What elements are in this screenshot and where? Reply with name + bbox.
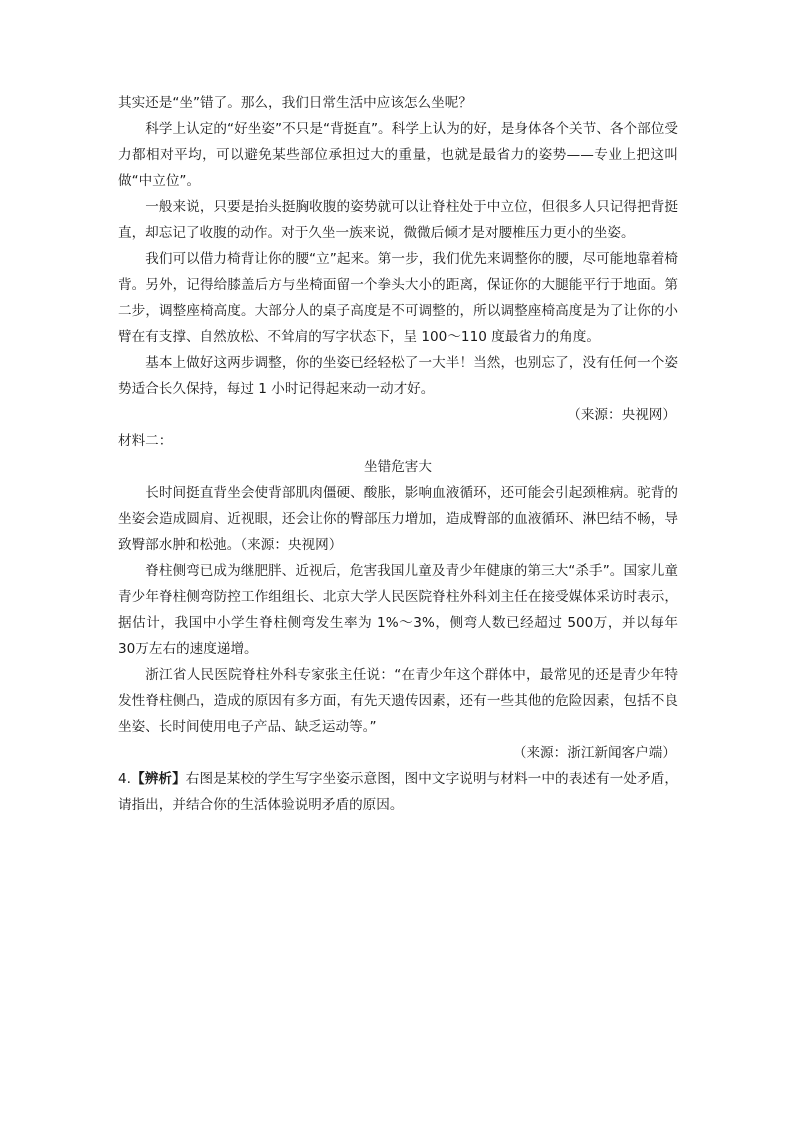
material2-title: 坐错危害大 xyxy=(364,459,432,475)
question-4-text: 右图是某校的学生写字坐姿示意图，图中文字说明与材料一中的表述有一处矛盾，请指出，并结合你的生活体验说明矛盾的原因。 xyxy=(118,771,679,813)
material1-paragraph-3: 我们可以借力椅背让你的腰“立”起来。第一步，我们优先来调整你的腰，尽可能地靠着椅背。另外，记得给膝盖后方与坐椅面留一个拳头大小的距离，保证你的大腿能平行于地面。第二步，调整座椅高度。大部分人的桌子高度是不可调整的，所以调整座椅高度是为了让你的小臂在有支撑、自然放松、不耸肩的写字状态下，呈 100～110 度最省力的角度。 xyxy=(118,251,678,345)
material2-paragraph-3: 浙江省人民医院脊柱外科专家张主任说：“在青少年这个群体中，最常见的还是青少年特发性脊柱侧凸，造成的原因有多方面，有先天遗传因素，还有一些其他的危险因素，包括不良坐姿、长时间使用电子产品、缺乏运动等。” xyxy=(118,667,678,735)
material1-paragraph-1: 科学上认定的“好坐姿”不只是“背挺直”。科学上认为的好，是身体各个关节、各个部位受力都相对平均，可以避免某些部位承担过大的重量，也就是最省力的姿势——专业上把这叫做“中立位”。 xyxy=(118,121,678,189)
question-4-number: 4. xyxy=(118,771,131,787)
material2-paragraph-1: 长时间挺直背坐会使背部肌肉僵硬、酸胀，影响血液循环，还可能会引起颈椎病。驼背的坐姿会造成圆肩、近视眼，还会让你的臀部压力增加，造成臀部的血液循环、淋巴结不畅，导致臀部水肿和松弛。（来源：央视网） xyxy=(118,485,678,553)
material1-paragraph-4: 基本上做好这两步调整，你的坐姿已经轻松了一大半！当然，也别忘了，没有任何一个姿势适合长久保持，每过 1 小时记得起来动一动才好。 xyxy=(118,355,678,397)
material1-paragraph-2: 一般来说，只要是抬头挺胸收腹的姿势就可以让脊柱处于中立位，但很多人只记得把背挺直，却忘记了收腹的动作。对于久坐一族来说，微微后倾才是对腰椎压力更小的坐姿。 xyxy=(118,199,678,241)
material2-label: 材料二： xyxy=(118,433,173,449)
document-page xyxy=(118,90,678,818)
question-4-tag: 【辨析】 xyxy=(130,771,186,787)
material2-paragraph-2: 脊柱侧弯已成为继肥胖、近视后，危害我国儿童及青少年健康的第三大“杀手”。国家儿童青少年脊柱侧弯防控工作组组长、北京大学人民医院脊柱外科刘主任在接受媒体采访时表示，据估计，我国中小学生脊柱侧弯发生率为 1%～3%，侧弯人数已经超过 500万，并以每年 30万左右的速度递增。 xyxy=(118,563,678,657)
material1-paragraph-0: 其实还是“坐”错了。那么，我们日常生活中应该怎么坐呢？ xyxy=(118,95,472,111)
material1-source: （来源：央视网） xyxy=(567,407,676,423)
question-4 xyxy=(118,766,678,818)
material2-source: （来源：浙江新闻客户端） xyxy=(512,745,676,761)
